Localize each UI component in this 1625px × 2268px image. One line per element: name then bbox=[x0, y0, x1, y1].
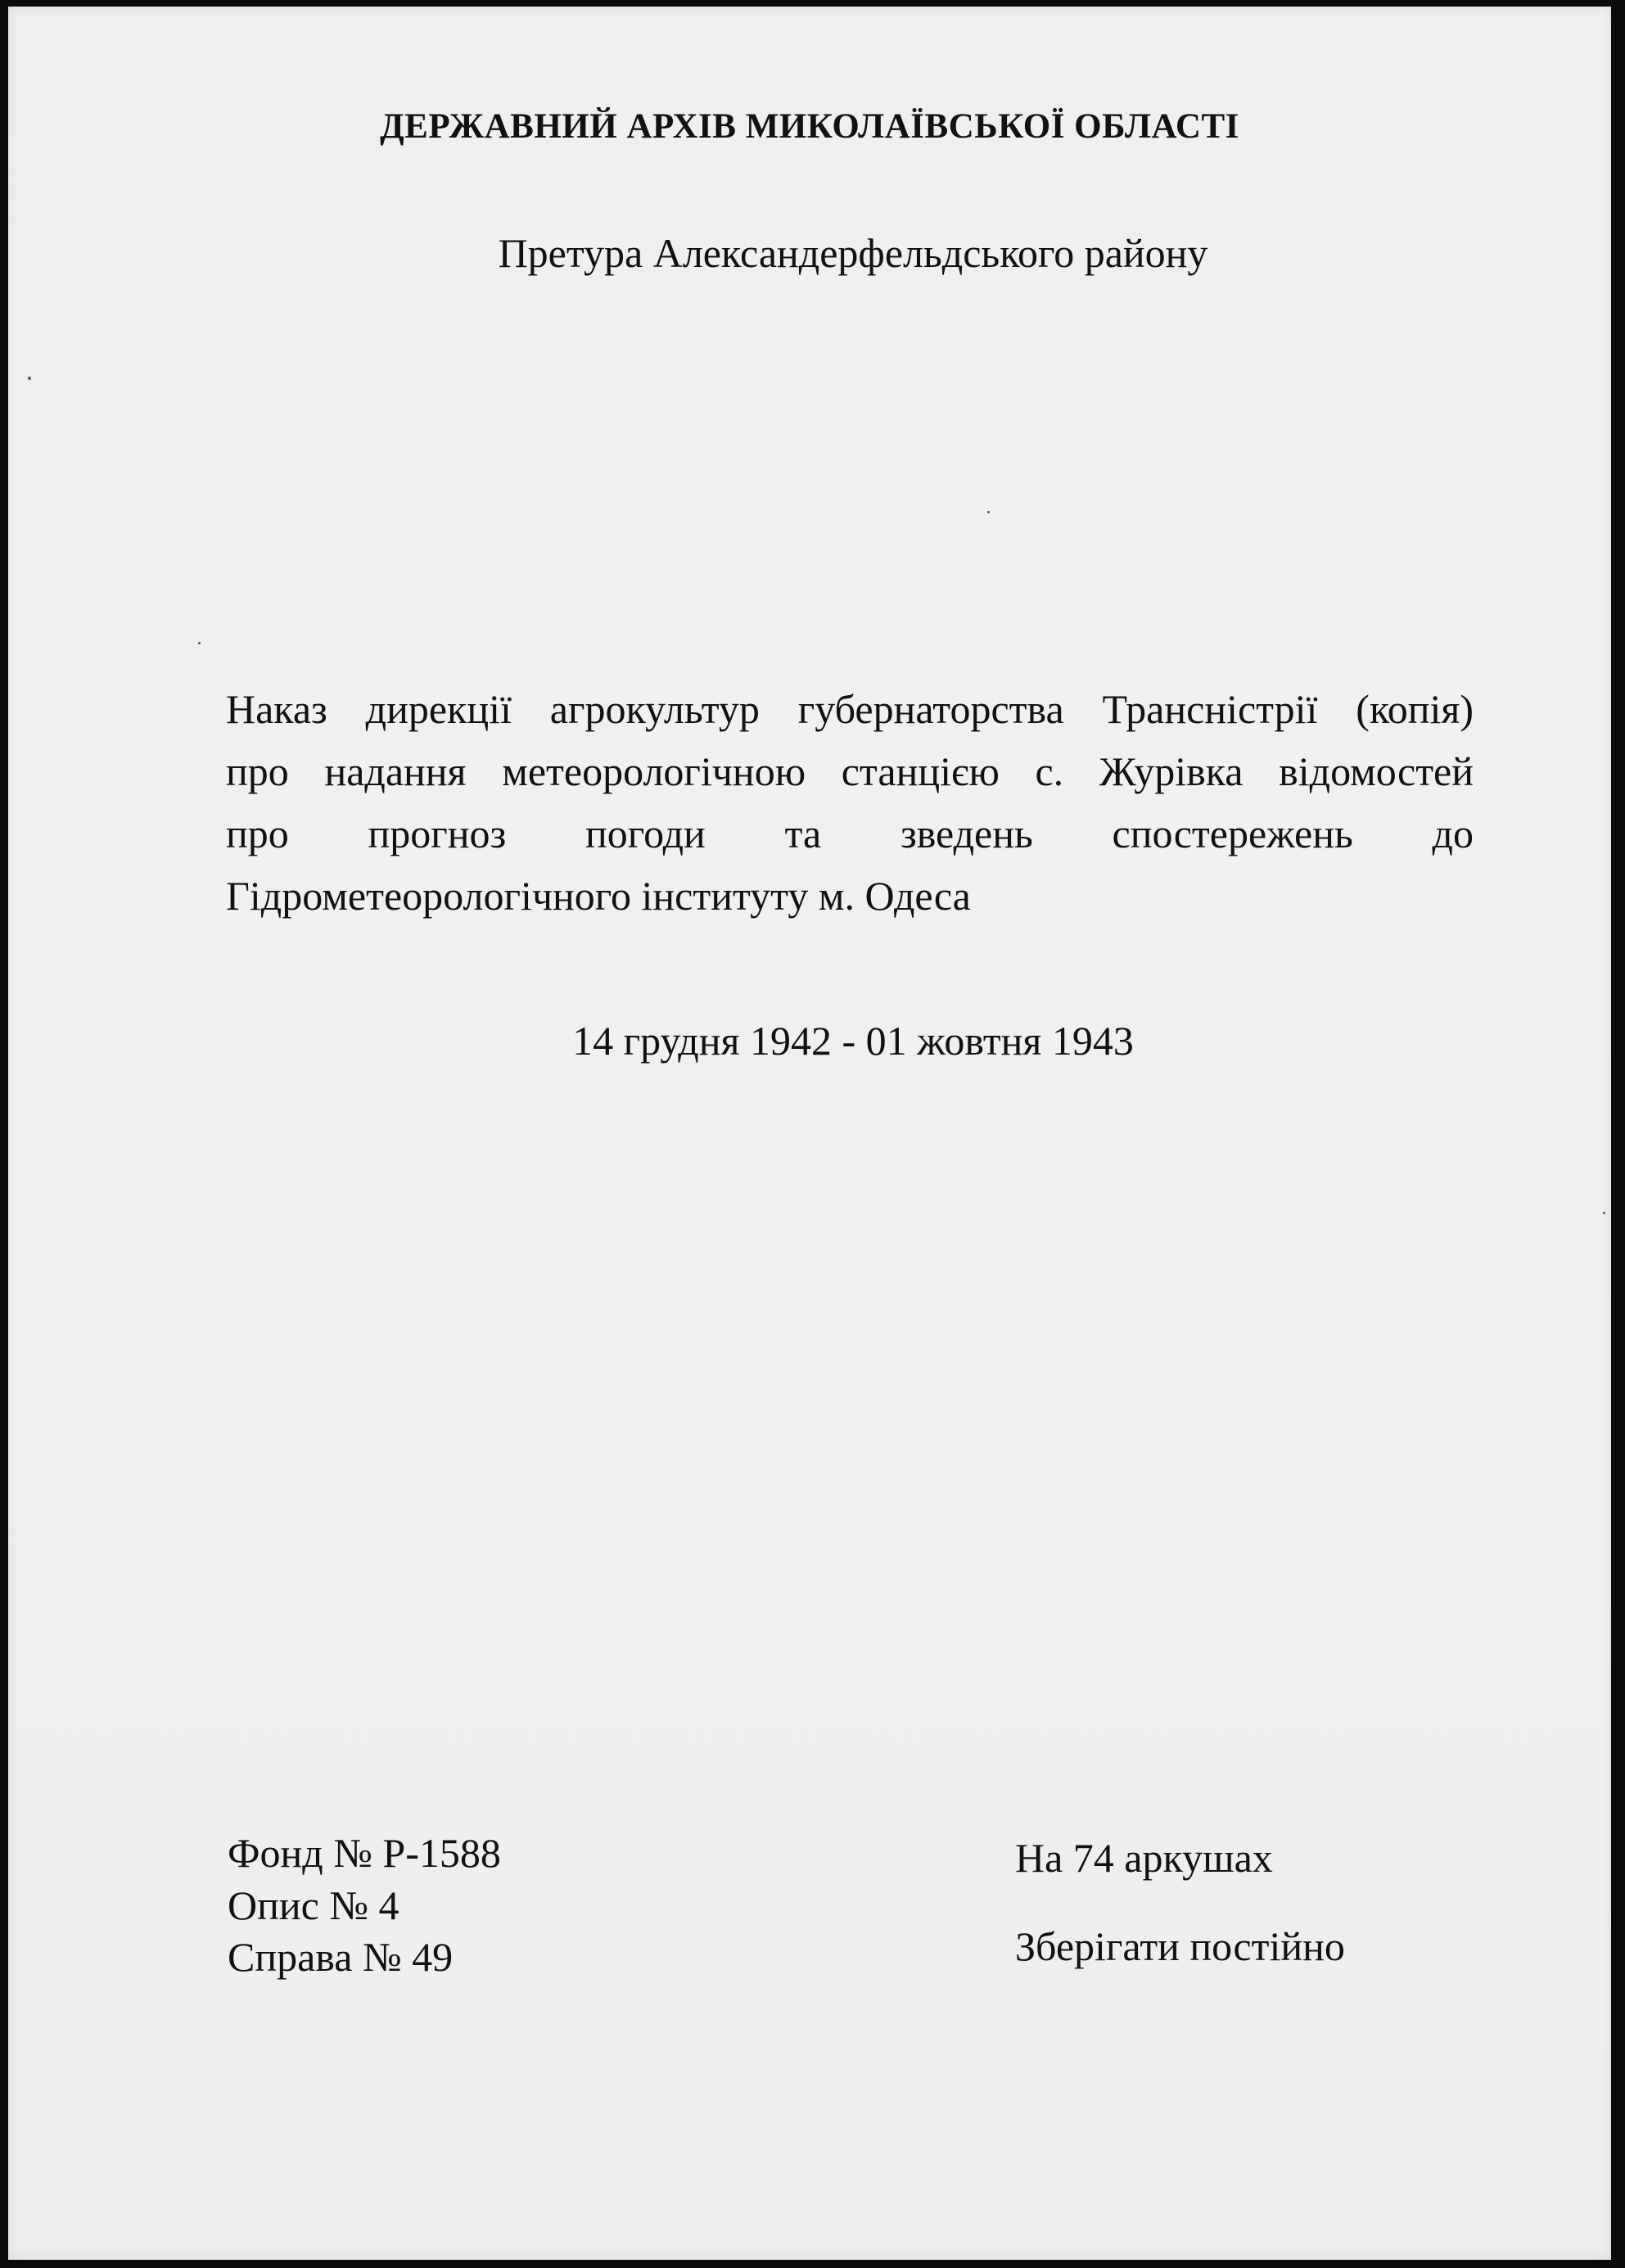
paper-speck bbox=[987, 511, 990, 513]
retention-note: Зберігати постійно bbox=[1015, 1923, 1345, 1969]
paper-speck bbox=[1603, 1212, 1605, 1214]
description-line-2: про надання метеорологічною станцією с. Журівка відомостей bbox=[226, 748, 1474, 794]
archive-file-cover-sheet bbox=[8, 7, 1611, 2260]
paper-speck bbox=[198, 642, 201, 644]
sheet-count: На 74 аркушах bbox=[1015, 1835, 1273, 1881]
description-line-4: Гідрометеорологічного інституту м. Одеса bbox=[226, 873, 971, 919]
file-description bbox=[226, 678, 1474, 927]
fond-number: Фонд № Р-1588 bbox=[228, 1830, 501, 1876]
paper-speck bbox=[28, 377, 31, 380]
institution-name: Претура Александерфельдського району bbox=[498, 230, 1208, 276]
sprava-number: Справа № 49 bbox=[228, 1934, 454, 1980]
date-range: 14 грудня 1942 - 01 жовтня 1943 bbox=[572, 1018, 1134, 1064]
opys-number: Опис № 4 bbox=[228, 1882, 399, 1928]
description-line-1: Наказ дирекції агрокультур губернаторства Трансністрії (копія) bbox=[226, 686, 1474, 732]
archive-name-heading: ДЕРЖАВНИЙ АРХІВ МИКОЛАЇВСЬКОЇ ОБЛАСТІ bbox=[380, 107, 1239, 146]
description-line-3: про прогноз погоди та зведень спостережень до bbox=[226, 811, 1474, 856]
